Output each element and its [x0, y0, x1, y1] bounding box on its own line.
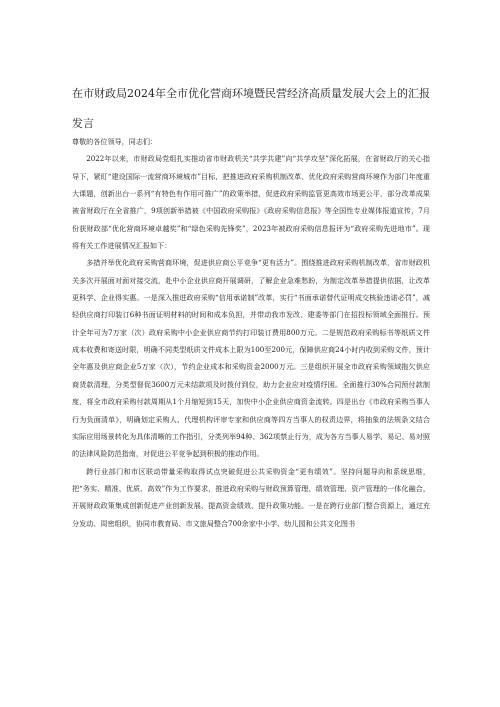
- document-body: [72, 133, 430, 532]
- paragraph: 多措并举优化政府采购营商环境，促进供应商公平竞争“更有活力”。围绕推进政府采购机制改革，省市财政机关多次开展面对面对接交流，赴中小企业供应商开展调研，了解企业急难愁盼，为制定改革举措提供依据，让改革更科学、企业得实惠。一是深入推进政府采购“信用承诺制”改革，实行“书面承诺替代证明成交核验违诺必罚”，减轻供应商打印装订6种书面证明材料的时间和成本负担，并带动我市发改、建委等部门在招投标领域全面推行。预计全年可为7万家（次）政府采购中小企业供应商节约打印装订费用800万元。二是规范政府采购标书等纸质文件成本收费和寄送时限，明确不同类型纸质文件成本上限为100至200元，保障供应商24小时内收到采购文件，预计全年惠及供应商企业5万家（次），节约企业成本和采购资金2000万元。三是组织开展全市政府采购领域拖欠供应商货款清理，分类型督促3600万元未结款项及时拨付到位，助力企业应对疫情纾困。全面推行30%合同预付款制度，将全市政府采购付款周期从1个月缩短到15天，加快中小企业供应商资金流转。四是出台《市政府采购当事人行为负面清单》，明确划定采购人、代理机构评审专家和供应商等四方当事人的权责边界，将抽象的法规条文结合实际应用场景转化为具体清晰的工作指引，分类列举94种、362项禁止行为，成为各方当事人易学、易记、易对照的法律风险防范指南，对促进公平竞争起到积极的推动作用。: [72, 258, 430, 459]
- paragraph: 2022年以来，市财政局党组扎实推动省市财政机关“共学共建”向“共学攻坚”深化拓展，在省财政厅的关心指导下，紧盯“建设国际一流营商环境城市”目标，把推进政府采购机制改革、优化政府采购营商环境作为部门年度重大课题，创新出台一系列“有特色有作用可推广”的政策举措，促进政府采购监管更高效市场更公平，部分改革成果被省财政厅在全省推广，9项创新举措被《中国政府采购报》《政府采购信息报》等全国性专业媒体报道宣传，7月份获财政部“优化营商环境卓越奖”和“绿色采购先锋奖”，2023年被政府采购信息报评为“政府采购先进地市”。现将有关工作进展情况汇报如下：: [72, 154, 430, 251]
- document-title: 在市财政局2024年全市优化营商环境暨民营经济高质量发展大会上的汇报发言: [72, 87, 430, 131]
- paragraph: 跨行业部门和市区联动带量采购取得试点突破促进公共采购资金“更有绩效”。坚持问题导向和系统思维，把“务实、精准、优质、高效”作为工作要求，推进政府采购与财政预算管理、绩效管理、资产管理的一体化融合，开展财政政策集成创新促进产业创新发展、提高资金绩效、提升政策功能。一是在跨行业部门整合资源上，通过充分发动、周密组织，协同市教育局、市文旅局整合700余家中小学、幼儿园和公共文化图书: [72, 466, 430, 528]
- salutation: 尊敬的各位领导，同志们：: [72, 137, 158, 146]
